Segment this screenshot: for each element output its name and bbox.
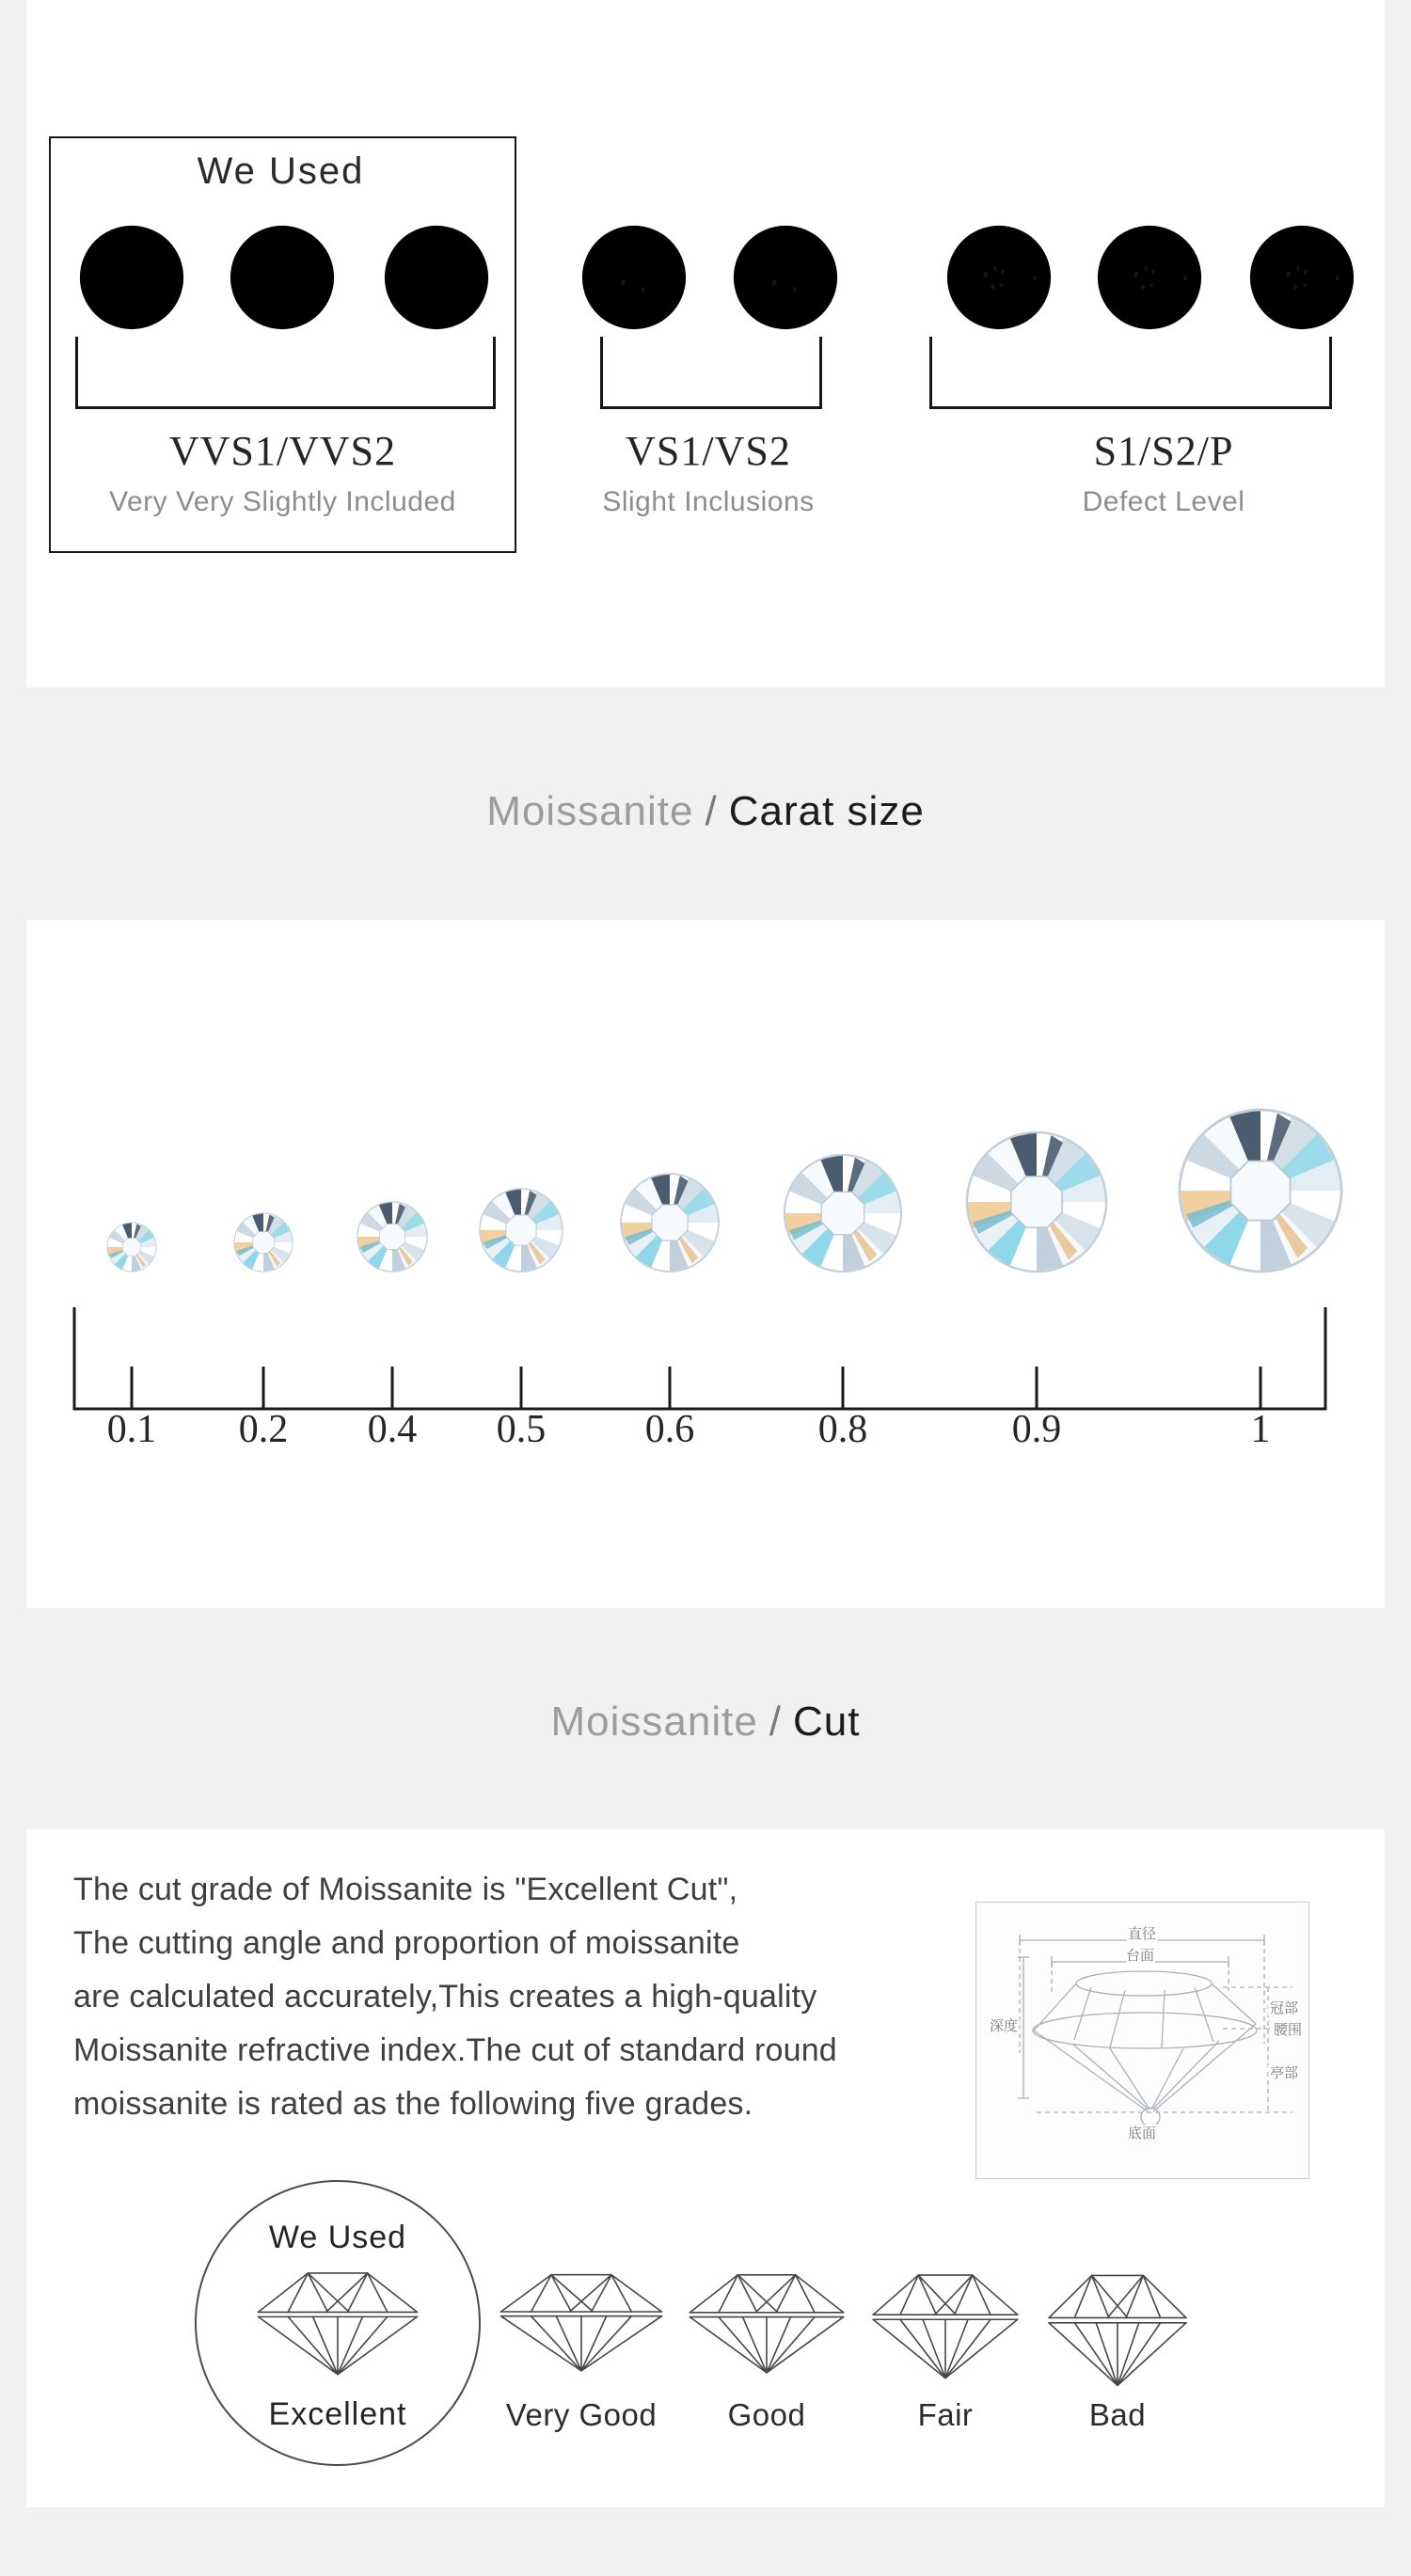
clarity-gem-none	[382, 223, 491, 332]
cut-grade-gem-very-good	[498, 2270, 665, 2374]
clarity-gem-slight	[731, 223, 840, 332]
carat-label: 0.5	[496, 1408, 547, 1451]
diagram-label-diameter: 直径	[1127, 1925, 1157, 1942]
group-bracket	[929, 337, 1332, 409]
clarity-grade-label: VS1/VS2	[626, 428, 791, 474]
clarity-grade-description: Very Very Slightly Included	[109, 486, 456, 517]
cut-grade-gem-fair	[870, 2270, 1021, 2381]
diagram-label-culet: 底面	[1127, 2125, 1157, 2141]
title-separator: /	[769, 1699, 783, 1745]
title-separator: /	[705, 788, 718, 834]
cut-grade-gem-good	[687, 2270, 847, 2376]
group-bracket	[75, 337, 496, 409]
paragraph-line: are calculated accurately,This creates a high-quality	[73, 1979, 817, 2015]
title-main: Carat size	[728, 788, 925, 834]
cut-grades-row	[26, 1829, 1385, 2507]
paragraph-line: Moissanite refractive index.The cut of standard round	[73, 2032, 837, 2068]
diagram-label-table: 台面	[1125, 1947, 1155, 1964]
carat-gem-0.4	[357, 1202, 427, 1272]
cut-grade-gem-bad	[1046, 2270, 1189, 2389]
carat-size-section	[26, 920, 1385, 1608]
clarity-gem-heavy	[1095, 223, 1204, 332]
cut-grade-label: Bad	[1088, 2397, 1147, 2432]
carat-label: 0.8	[817, 1408, 868, 1451]
we-used-label: We Used	[268, 2220, 407, 2255]
clarity-gem-heavy	[944, 223, 1054, 332]
carat-label: 0.4	[367, 1408, 418, 1451]
clarity-grade-label: S1/S2/P	[1093, 428, 1234, 474]
paragraph-line: moissanite is rated as the following five grades.	[73, 2086, 753, 2122]
title-main: Cut	[793, 1699, 861, 1745]
clarity-gem-heavy	[1247, 223, 1356, 332]
cut-section	[26, 1829, 1385, 2507]
diagram-label-depth: 深度	[989, 2017, 1019, 2034]
carat-gem-0.5	[480, 1189, 563, 1272]
carat-gem-0.8	[785, 1155, 901, 1272]
cut-grade-label: Very Good	[505, 2397, 658, 2432]
carat-gem-0.6	[621, 1174, 719, 1272]
clarity-gem-none	[77, 223, 186, 332]
carat-label: 0.1	[106, 1408, 157, 1451]
clarity-gem-none	[228, 223, 337, 332]
clarity-grade-description: Slight Inclusions	[602, 486, 815, 517]
clarity-grade-label: VVS1/VVS2	[168, 428, 397, 474]
diagram-label-girdle: 腰围	[1273, 2021, 1303, 2038]
clarity-gem-slight	[579, 223, 689, 332]
paragraph-line: The cutting angle and proportion of moissanite	[73, 1925, 740, 1961]
clarity-groups-row	[26, 0, 1385, 687]
clarity-grade-description: Defect Level	[1082, 486, 1245, 517]
carat-label: 0.2	[238, 1408, 289, 1451]
title-prefix: Moissanite	[550, 1699, 758, 1745]
carat-gem-0.1	[107, 1223, 156, 1272]
carat-label: 0.6	[644, 1408, 695, 1451]
paragraph-line: The cut grade of Moissanite is "Excellent Cut",	[73, 1872, 738, 1907]
group-bracket	[600, 337, 822, 409]
cut-grade-label: Fair	[917, 2397, 974, 2432]
carat-gem-0.9	[967, 1132, 1106, 1272]
title-prefix: Moissanite	[486, 788, 694, 834]
carat-gem-1	[1180, 1110, 1341, 1272]
carat-gem-0.2	[234, 1213, 293, 1272]
cut-section-title	[0, 1697, 1411, 1747]
carat-label: 1	[1250, 1408, 1271, 1451]
clarity-section	[26, 0, 1385, 687]
diagram-label-crown: 冠部	[1269, 1999, 1299, 2016]
cut-grade-label: Good	[727, 2397, 806, 2432]
carat-label: 0.9	[1011, 1408, 1062, 1451]
carat-scale-chart	[26, 920, 1385, 1608]
carat-section-title	[0, 786, 1411, 837]
diagram-label-pavilion: 亭部	[1269, 2064, 1299, 2081]
we-used-label: We Used	[197, 150, 365, 192]
featured-grade-label: Excellent	[268, 2396, 407, 2432]
